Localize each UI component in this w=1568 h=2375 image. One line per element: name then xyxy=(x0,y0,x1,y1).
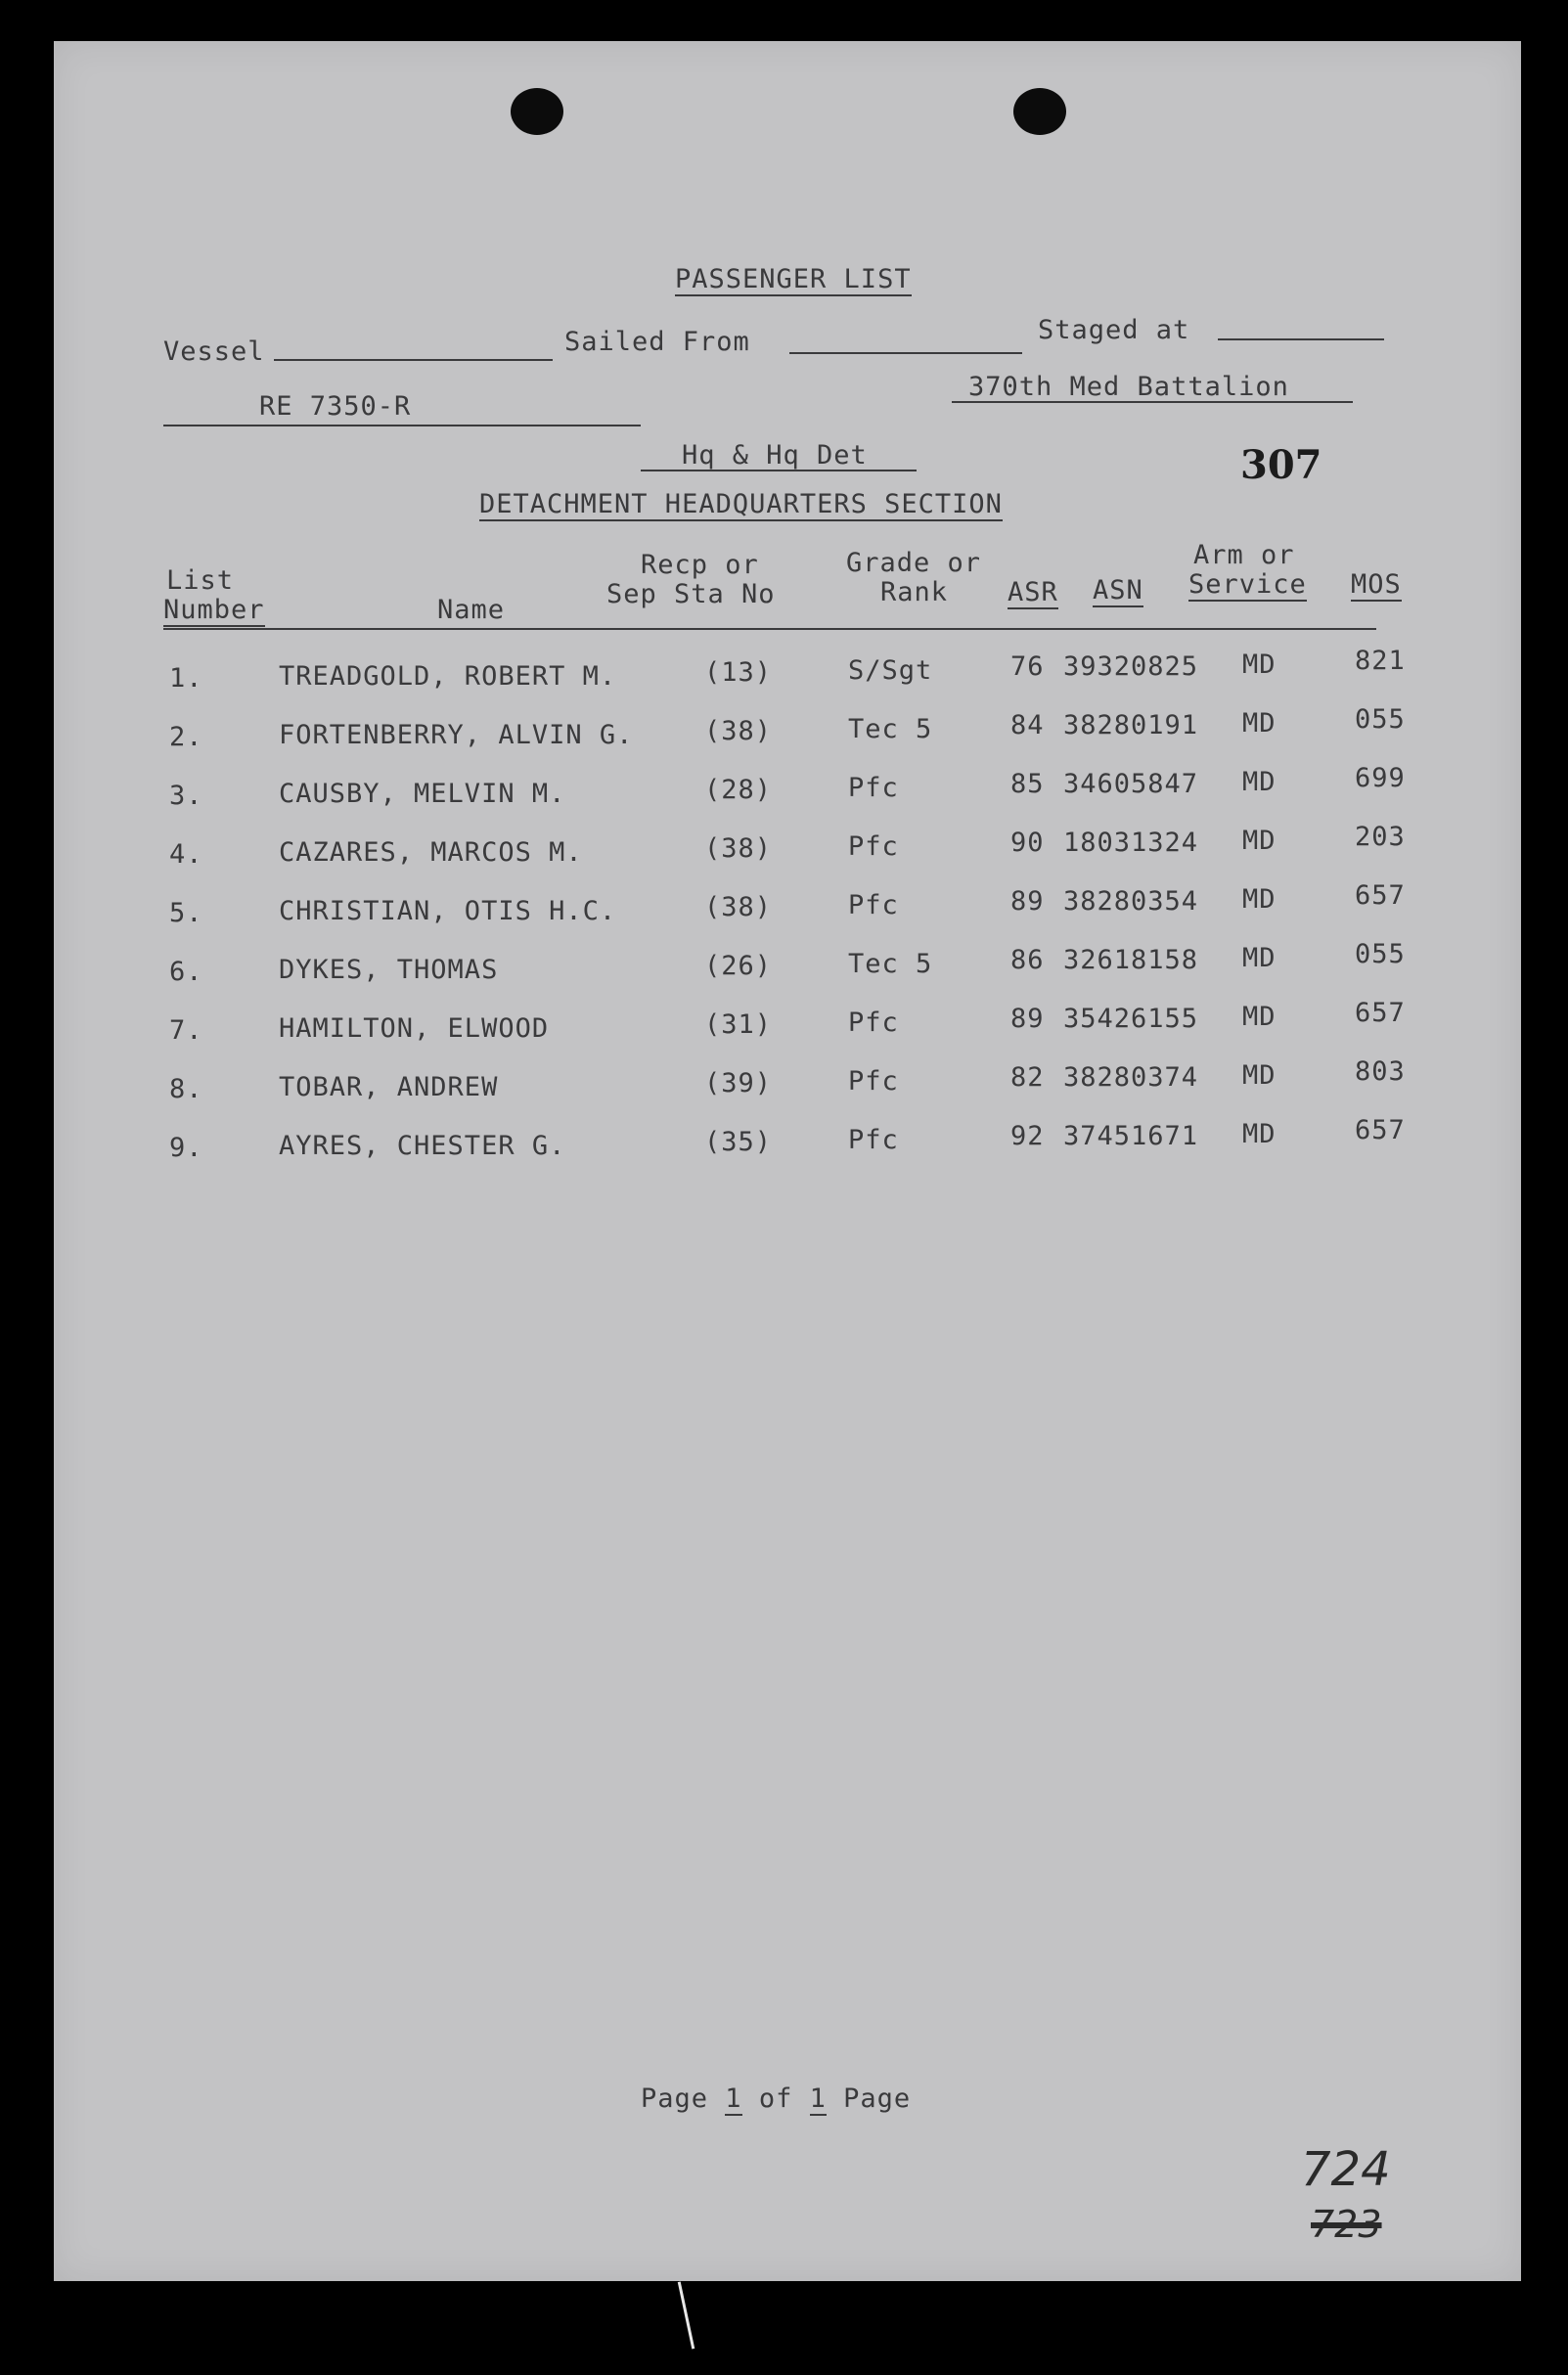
staged-at-label: Staged at xyxy=(1038,315,1190,345)
page-word-end: Page xyxy=(843,2084,912,2114)
paper-mark xyxy=(678,2281,694,2349)
row-arm: MD xyxy=(1242,708,1277,739)
row-number: 1. xyxy=(169,663,203,694)
row-arm: MD xyxy=(1242,884,1277,915)
header-arm-line1: Arm or xyxy=(1193,540,1295,570)
sailed-from-label: Sailed From xyxy=(564,327,750,357)
header-name: Name xyxy=(437,595,506,625)
shipment-code: RE 7350-R xyxy=(259,391,412,422)
row-mos: 699 xyxy=(1355,763,1406,793)
row-number: 6. xyxy=(169,957,203,987)
page-total: 1 xyxy=(809,2084,827,2114)
header-grade-line2: Rank xyxy=(880,577,949,607)
row-asn: 39320825 xyxy=(1063,651,1199,682)
row-grade: Tec 5 xyxy=(848,714,933,744)
row-asr: 89 xyxy=(1010,1004,1045,1034)
row-arm: MD xyxy=(1242,943,1277,973)
row-number: 4. xyxy=(169,839,203,870)
row-mos: 203 xyxy=(1355,822,1406,852)
row-number: 2. xyxy=(169,722,203,752)
row-recp: (35) xyxy=(704,1127,773,1157)
shipment-code-underline xyxy=(163,425,641,426)
row-asr: 82 xyxy=(1010,1062,1045,1093)
row-asn: 38280191 xyxy=(1063,710,1199,740)
row-name: HAMILTON, ELWOOD xyxy=(279,1013,550,1044)
row-number: 5. xyxy=(169,898,203,928)
page-footer xyxy=(641,2084,911,2114)
unit-name: 370th Med Battalion xyxy=(968,372,1289,402)
header-grade-line1: Grade or xyxy=(846,548,982,578)
row-grade: Tec 5 xyxy=(848,949,933,979)
row-recp: (28) xyxy=(704,775,773,805)
row-recp: (38) xyxy=(704,892,773,922)
row-mos: 657 xyxy=(1355,998,1406,1028)
row-arm: MD xyxy=(1242,1119,1277,1149)
row-arm: MD xyxy=(1242,1002,1277,1032)
document-page xyxy=(54,41,1521,2281)
row-asr: 86 xyxy=(1010,945,1045,975)
header-recp-line1: Recp or xyxy=(641,550,759,580)
row-mos: 055 xyxy=(1355,939,1406,969)
header-recp-line2: Sep Sta No xyxy=(606,579,776,609)
table-row xyxy=(54,646,1521,696)
unit-underline xyxy=(952,401,1353,403)
stamped-number: 307 xyxy=(1240,442,1322,488)
table-row xyxy=(54,939,1521,990)
table-row xyxy=(54,704,1521,755)
row-asn: 35426155 xyxy=(1063,1004,1199,1034)
header-rule xyxy=(163,628,1376,630)
row-arm: MD xyxy=(1242,650,1277,680)
row-recp: (13) xyxy=(704,657,773,688)
row-asr: 89 xyxy=(1010,886,1045,917)
row-arm: MD xyxy=(1242,767,1277,797)
row-recp: (31) xyxy=(704,1009,773,1040)
table-row xyxy=(54,880,1521,931)
row-asn: 38280354 xyxy=(1063,886,1199,917)
header-list-number-line1: List xyxy=(166,565,235,596)
row-asn: 37451671 xyxy=(1063,1121,1199,1151)
row-name: DYKES, THOMAS xyxy=(279,955,499,985)
row-grade: Pfc xyxy=(848,1066,899,1097)
row-asn: 18031324 xyxy=(1063,828,1199,858)
row-grade: Pfc xyxy=(848,890,899,920)
row-asn: 32618158 xyxy=(1063,945,1199,975)
handwritten-struck-number: 723 xyxy=(1311,2203,1382,2246)
staged-at-blank xyxy=(1218,338,1384,340)
row-asn: 34605847 xyxy=(1063,769,1199,799)
row-mos: 821 xyxy=(1355,646,1406,676)
table-row xyxy=(54,763,1521,814)
row-name: TOBAR, ANDREW xyxy=(279,1072,499,1102)
header-list-number-line2: Number xyxy=(163,595,265,625)
row-asr: 85 xyxy=(1010,769,1045,799)
row-arm: MD xyxy=(1242,826,1277,856)
row-grade: Pfc xyxy=(848,831,899,862)
row-grade: Pfc xyxy=(848,1008,899,1038)
row-mos: 657 xyxy=(1355,1115,1406,1145)
row-name: AYRES, CHESTER G. xyxy=(279,1131,566,1161)
table-row xyxy=(54,1115,1521,1166)
page-word: Page xyxy=(641,2084,709,2114)
row-arm: MD xyxy=(1242,1060,1277,1091)
vessel-blank xyxy=(274,359,553,361)
document-title: PASSENGER LIST xyxy=(675,264,912,294)
row-mos: 803 xyxy=(1355,1056,1406,1087)
table-row xyxy=(54,1056,1521,1107)
row-number: 7. xyxy=(169,1015,203,1046)
vessel-label: Vessel xyxy=(163,336,265,367)
row-asr: 76 xyxy=(1010,651,1045,682)
row-number: 9. xyxy=(169,1133,203,1163)
handwritten-number: 724 xyxy=(1301,2142,1391,2197)
of-word: of xyxy=(758,2084,793,2114)
row-name: CAUSBY, MELVIN M. xyxy=(279,779,566,809)
row-mos: 657 xyxy=(1355,880,1406,911)
detachment-name: Hq & Hq Det xyxy=(682,440,868,471)
row-mos: 055 xyxy=(1355,704,1406,735)
row-name: CAZARES, MARCOS M. xyxy=(279,837,583,868)
row-name: CHRISTIAN, OTIS H.C. xyxy=(279,896,617,926)
row-recp: (26) xyxy=(704,951,773,981)
row-asr: 90 xyxy=(1010,828,1045,858)
table-row xyxy=(54,822,1521,873)
row-asr: 92 xyxy=(1010,1121,1045,1151)
header-arm-line2: Service xyxy=(1188,569,1307,600)
section-heading: DETACHMENT HEADQUARTERS SECTION xyxy=(479,489,1003,519)
row-asr: 84 xyxy=(1010,710,1045,740)
row-recp: (38) xyxy=(704,716,773,746)
row-number: 3. xyxy=(169,781,203,811)
detachment-underline xyxy=(641,470,917,471)
row-recp: (38) xyxy=(704,833,773,864)
passenger-table xyxy=(54,540,1521,1205)
row-grade: S/Sgt xyxy=(848,655,933,686)
table-row xyxy=(54,998,1521,1049)
sailed-from-blank xyxy=(789,352,1022,354)
header-mos: MOS xyxy=(1351,569,1402,600)
row-name: TREADGOLD, ROBERT M. xyxy=(279,661,617,692)
row-name: FORTENBERRY, ALVIN G. xyxy=(279,720,634,750)
row-recp: (39) xyxy=(704,1068,773,1098)
punch-hole-right xyxy=(1013,88,1066,135)
header-asr: ASR xyxy=(1008,577,1058,607)
page-current: 1 xyxy=(725,2084,742,2114)
row-asn: 38280374 xyxy=(1063,1062,1199,1093)
row-number: 8. xyxy=(169,1074,203,1104)
punch-hole-left xyxy=(511,88,563,135)
row-grade: Pfc xyxy=(848,773,899,803)
header-asn: ASN xyxy=(1093,575,1143,605)
row-grade: Pfc xyxy=(848,1125,899,1155)
